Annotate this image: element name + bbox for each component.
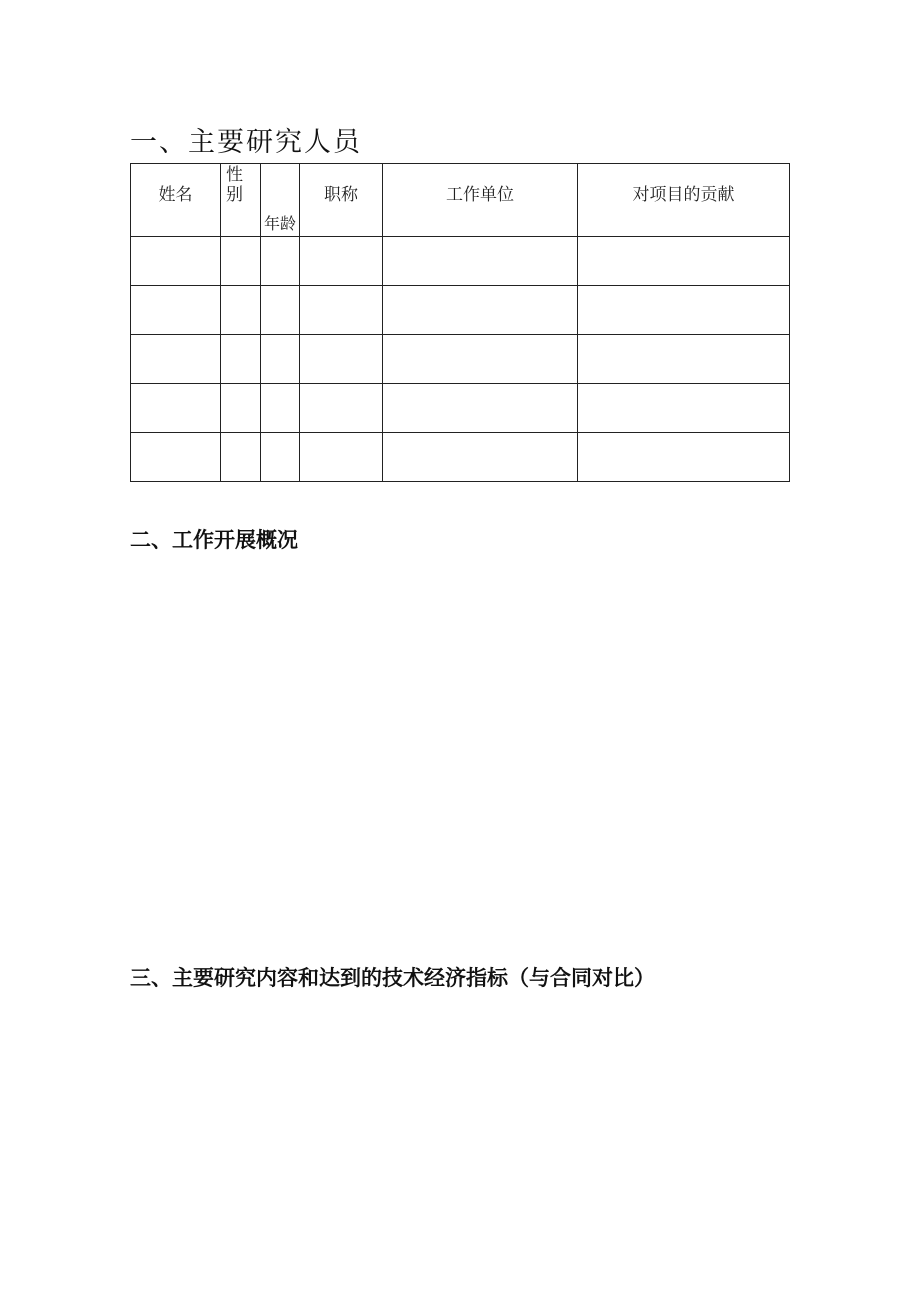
table-row [131, 237, 790, 286]
cell-title[interactable] [300, 384, 383, 433]
personnel-table [130, 163, 790, 482]
cell-contribution[interactable] [578, 384, 790, 433]
cell-work-unit[interactable] [383, 384, 578, 433]
cell-name[interactable] [131, 384, 221, 433]
cell-gender[interactable] [221, 286, 261, 335]
header-gender-line1: 性 [226, 165, 243, 185]
table-row [131, 335, 790, 384]
cell-gender[interactable] [221, 237, 261, 286]
cell-name[interactable] [131, 286, 221, 335]
cell-age[interactable] [261, 286, 300, 335]
cell-title[interactable] [300, 335, 383, 384]
cell-age[interactable] [261, 335, 300, 384]
cell-title[interactable] [300, 237, 383, 286]
cell-title[interactable] [300, 433, 383, 482]
cell-name[interactable] [131, 433, 221, 482]
table-row [131, 433, 790, 482]
cell-work-unit[interactable] [383, 237, 578, 286]
cell-age[interactable] [261, 384, 300, 433]
section-1-title: 一、主要研究人员 [130, 127, 362, 158]
cell-work-unit[interactable] [383, 335, 578, 384]
header-title: 职称 [300, 164, 383, 237]
cell-gender[interactable] [221, 335, 261, 384]
cell-work-unit[interactable] [383, 286, 578, 335]
cell-gender[interactable] [221, 384, 261, 433]
cell-age[interactable] [261, 237, 300, 286]
cell-name[interactable] [131, 335, 221, 384]
header-contribution: 对项目的贡献 [578, 164, 790, 237]
section-3-title: 三、主要研究内容和达到的技术经济指标（与合同对比） [130, 966, 655, 990]
header-age-label: 年龄 [263, 214, 296, 233]
cell-age[interactable] [261, 433, 300, 482]
header-gender-line2: 别 [226, 185, 243, 205]
header-name: 姓名 [131, 164, 221, 237]
section-2-title: 二、工作开展概况 [130, 528, 298, 552]
cell-gender[interactable] [221, 433, 261, 482]
table-row [131, 384, 790, 433]
header-work-unit: 工作单位 [383, 164, 578, 237]
cell-contribution[interactable] [578, 433, 790, 482]
table-header-row [131, 164, 790, 237]
cell-work-unit[interactable] [383, 433, 578, 482]
header-age [261, 164, 300, 237]
cell-title[interactable] [300, 286, 383, 335]
header-gender [221, 164, 261, 237]
cell-contribution[interactable] [578, 286, 790, 335]
cell-name[interactable] [131, 237, 221, 286]
table-row [131, 286, 790, 335]
cell-contribution[interactable] [578, 237, 790, 286]
cell-contribution[interactable] [578, 335, 790, 384]
